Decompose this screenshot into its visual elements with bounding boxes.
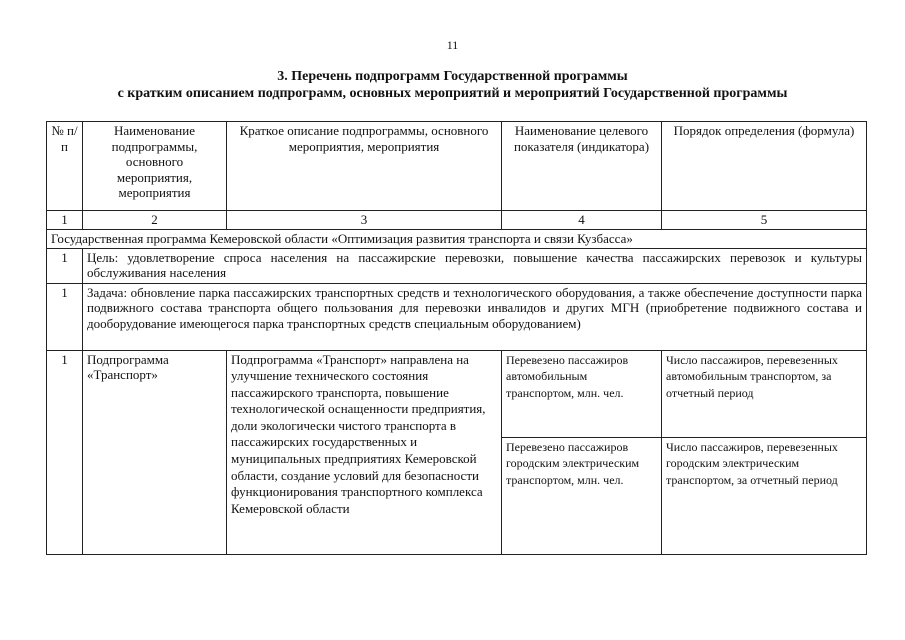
- subprograms-table: [46, 121, 867, 555]
- goal-row: [47, 248, 867, 283]
- task-text: Задача: обновление парка пассажирских транспортных средств и технологического оборудования, а также обеспечение доступности парка подвижного состава транспорта общего пользования для перевозки инвалидов и других МГН (приобретение подвижного состава и дооборудование имеющегося парка транспортных средств специальным оборудованием): [83, 283, 867, 350]
- header-name: Наименование подпрограммы, основного мероприятия, мероприятия: [83, 122, 227, 211]
- indicator-name: Перевезено пассажиров городским электрическим транспортом, млн. чел.: [502, 437, 662, 554]
- subprogram-num: 1: [47, 350, 83, 554]
- column-numbers-row: [47, 211, 867, 230]
- indicator-name: Перевезено пассажиров автомобильным транспортом, млн. чел.: [502, 350, 662, 437]
- indicator-formula: Число пассажиров, перевезенных городским электрическим транспортом, за отчетный период: [662, 437, 867, 554]
- header-num: № п/п: [47, 122, 83, 211]
- subprogram-name: Подпрограмма «Транспорт»: [83, 350, 227, 554]
- column-number: 5: [662, 211, 867, 230]
- column-number: 3: [227, 211, 502, 230]
- subprogram-row: [47, 350, 867, 437]
- section-title: [0, 68, 905, 102]
- column-number: 4: [502, 211, 662, 230]
- indicator-formula: Число пассажиров, перевезенных автомобильным транспортом, за отчетный период: [662, 350, 867, 437]
- task-num: 1: [47, 283, 83, 350]
- header-indicator: Наименование целевого показателя (индикатора): [502, 122, 662, 211]
- title-line-1: 3. Перечень подпрограмм Государственной программы: [277, 69, 628, 84]
- page-number: 11: [446, 38, 459, 52]
- column-number: 1: [47, 211, 83, 230]
- header-row: [47, 122, 867, 211]
- title-line-2: с кратким описанием подпрограмм, основных мероприятий и мероприятий Государственной программы: [117, 86, 788, 101]
- column-number: 2: [83, 211, 227, 230]
- program-row: [47, 229, 867, 248]
- goal-text: Цель: удовлетворение спроса населения на пассажирские перевозки, повышение качества пассажирских перевозок и культуры обслуживания населения: [83, 248, 867, 283]
- header-description: Краткое описание подпрограммы, основного мероприятия, мероприятия: [227, 122, 502, 211]
- task-row: [47, 283, 867, 350]
- program-title: Государственная программа Кемеровской области «Оптимизация развития транспорта и связи Кузбасса»: [47, 229, 867, 248]
- header-formula: Порядок определения (формула): [662, 122, 867, 211]
- subprogram-description: Подпрограмма «Транспорт» направлена на улучшение технического состояния пассажирского транспорта, повышение технологической оснащенности предприятия, доли экологически чистого транспорта в пассажирских государственных и муниципальных предприятиях Кемеровской области, создание условий для безопасности функционирования транспортного комплекса Кемеровской области: [227, 350, 502, 554]
- goal-num: 1: [47, 248, 83, 283]
